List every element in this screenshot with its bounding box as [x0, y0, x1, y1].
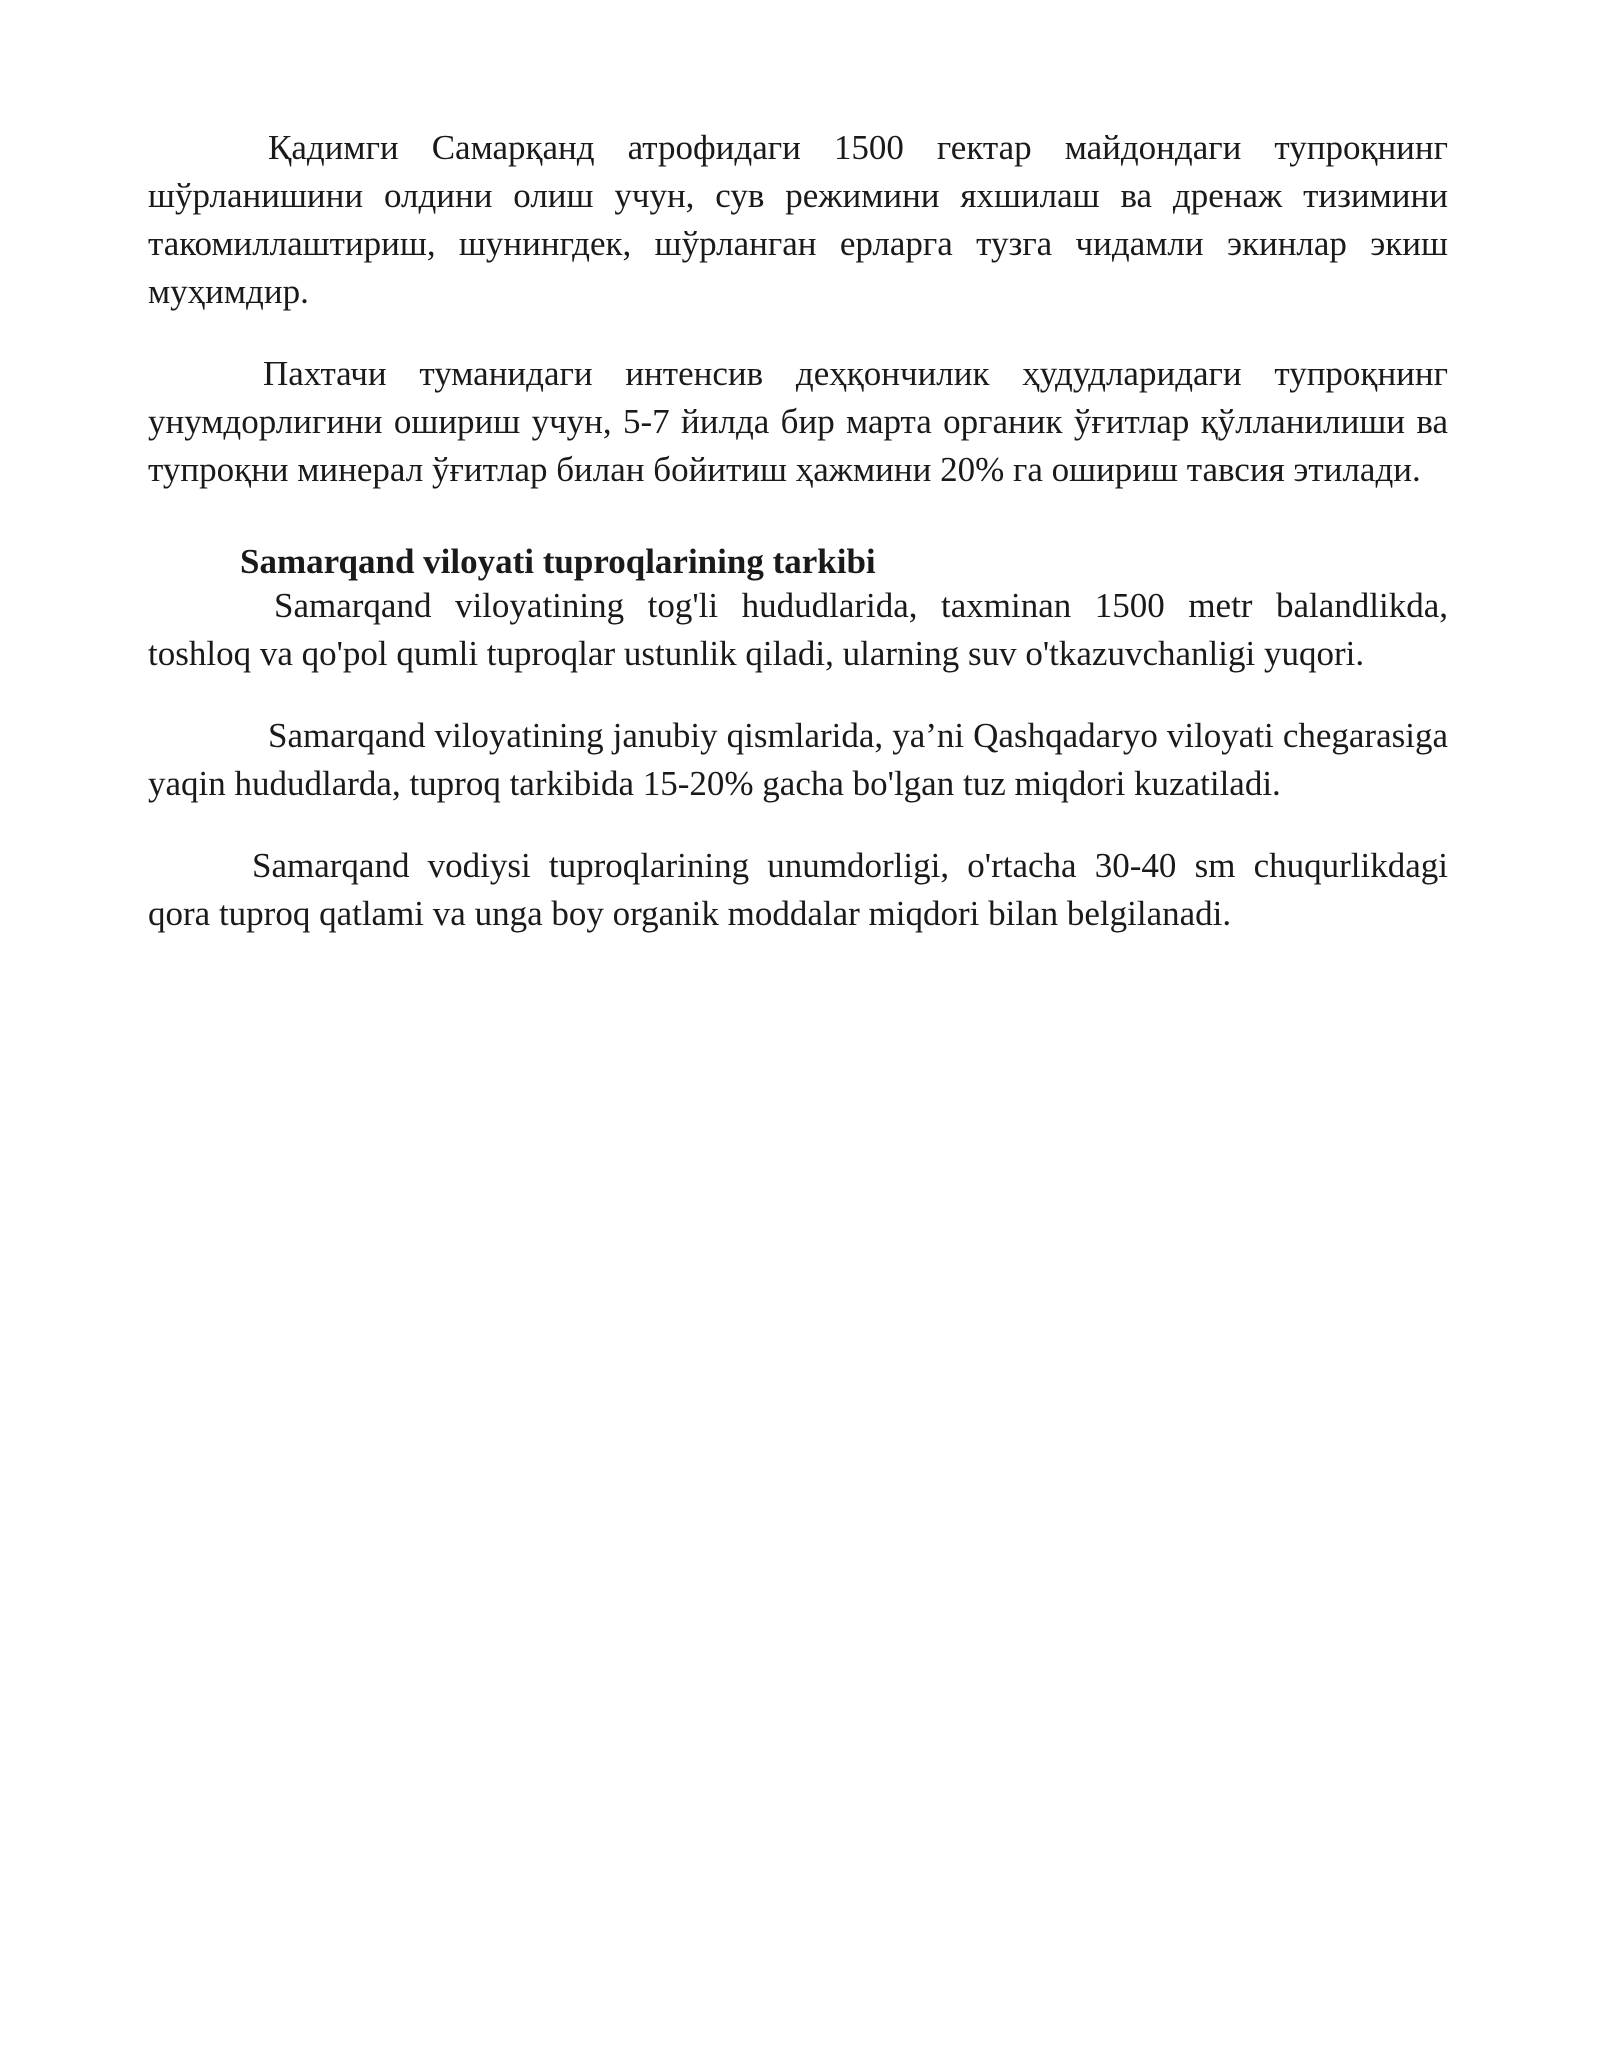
paragraph-saline-soil: Қадимги Самарқанд атрофидаги 1500 гектар майдондаги тупроқнинг шўрланишини олдини олиш учун, сув режимини яхшилаш ва дренаж тизимини такомиллаштириш, шунингдек, шўрланган ерларга тузга чидамли экинлар экиш муҳимдир. — [148, 128, 1448, 311]
section-heading: Samarqand viloyati tuproqlarining tarkibi — [240, 542, 876, 581]
paragraph-valley-fertility: Samarqand vodiysi tuproqlarining unumdorligi, o'rtacha 30-40 sm chuqurlikdagi qora tuproq qatlami va unga boy organik moddalar miqdori bilan belgilanadi. — [148, 846, 1448, 933]
paragraph-pakhtachi-fertility: Пахтачи туманидаги интенсив деҳқончилик ҳудудларидаги тупроқнинг унумдорлигини ошириш учун, 5-7 йилда бир марта органик ўғитлар қўлланилиши ва тупроқни минерал ўғитлар билан бойитиш ҳажмини 20% га ошириш тавсия этилади. — [148, 354, 1448, 489]
document-body — [148, 124, 1448, 972]
paragraph-southern-salt: Samarqand viloyatining janubiy qismlarida, ya’ni Qashqadaryo viloyati chegarasiga yaqin hududlarda, tuproq tarkibida 15-20% gacha bo'lgan tuz miqdori kuzatiladi. — [148, 716, 1448, 803]
paragraph-mountain-soils: Samarqand viloyatining tog'li hududlarida, taxminan 1500 metr balandlikda, toshloq va qo'pol qumli tuproqlar ustunlik qiladi, ularning suv o'tkazuvchanligi yuqori. — [148, 586, 1448, 673]
